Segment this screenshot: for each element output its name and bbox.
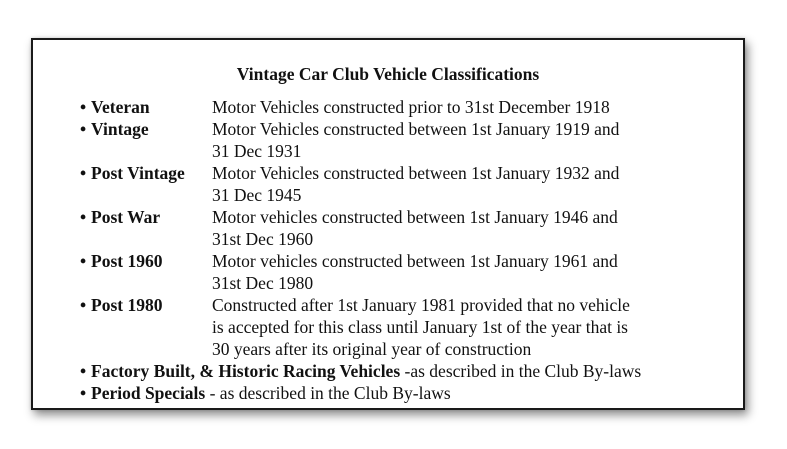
extra-term: Period Specials xyxy=(91,383,206,403)
description-line: 31st Dec 1960 xyxy=(212,229,314,249)
bullet-icon: • xyxy=(80,97,87,117)
bullet-icon: • xyxy=(80,295,87,315)
list-item-post-1960 xyxy=(80,250,641,294)
extra-line xyxy=(91,382,451,404)
description-line: 31st Dec 1980 xyxy=(212,273,314,293)
extra-term: Factory Built, & Historic Racing Vehicles xyxy=(91,361,401,381)
bullet-icon: • xyxy=(80,383,87,403)
description-line: Motor Vehicles constructed between 1st January 1932 and xyxy=(212,163,620,183)
class-description xyxy=(212,294,630,360)
description-line: 31 Dec 1945 xyxy=(212,185,302,205)
description-line: Constructed after 1st January 1981 provided that no vehicle xyxy=(212,295,630,315)
bullet-icon: • xyxy=(80,251,87,271)
list-item-post-war xyxy=(80,206,641,250)
class-term: Vintage xyxy=(91,119,149,139)
class-description xyxy=(212,250,618,294)
description-line: 30 years after its original year of construction xyxy=(212,339,532,359)
class-description xyxy=(212,118,619,162)
extra-line xyxy=(91,360,641,382)
list-item-veteran xyxy=(80,96,641,118)
extra-description: - as described in the Club By-laws xyxy=(205,383,451,403)
class-term: Post 1960 xyxy=(91,251,163,271)
list-item-period-specials xyxy=(80,382,641,404)
description-line: Motor vehicles constructed between 1st January 1961 and xyxy=(212,251,618,271)
class-term: Post Vintage xyxy=(91,163,185,183)
class-description xyxy=(212,206,618,250)
class-term: Veteran xyxy=(91,97,150,117)
bullet-icon: • xyxy=(80,361,87,381)
list-item-post-1980 xyxy=(80,294,641,360)
class-term: Post 1980 xyxy=(91,295,163,315)
class-description xyxy=(212,162,619,206)
class-description xyxy=(212,96,610,118)
extra-description: -as described in the Club By-laws xyxy=(400,361,642,381)
description-line: 31 Dec 1931 xyxy=(212,141,302,161)
description-line: Motor Vehicles constructed prior to 31st December 1918 xyxy=(212,97,610,117)
bullet-icon: • xyxy=(80,163,87,183)
list-item-post-vintage xyxy=(80,162,641,206)
card-title: Vintage Car Club Vehicle Classifications xyxy=(236,64,540,84)
bullet-icon: • xyxy=(80,119,87,139)
class-term: Post War xyxy=(91,207,161,227)
classification-card xyxy=(31,38,745,410)
description-line: is accepted for this class until January 1st of the year that is xyxy=(212,317,628,337)
bullet-icon: • xyxy=(80,207,87,227)
description-line: Motor Vehicles constructed between 1st January 1919 and xyxy=(212,119,620,139)
list-item-vintage xyxy=(80,118,641,162)
description-line: Motor vehicles constructed between 1st January 1946 and xyxy=(212,207,618,227)
list-item-factory-built xyxy=(80,360,641,382)
classification-list xyxy=(80,96,641,404)
